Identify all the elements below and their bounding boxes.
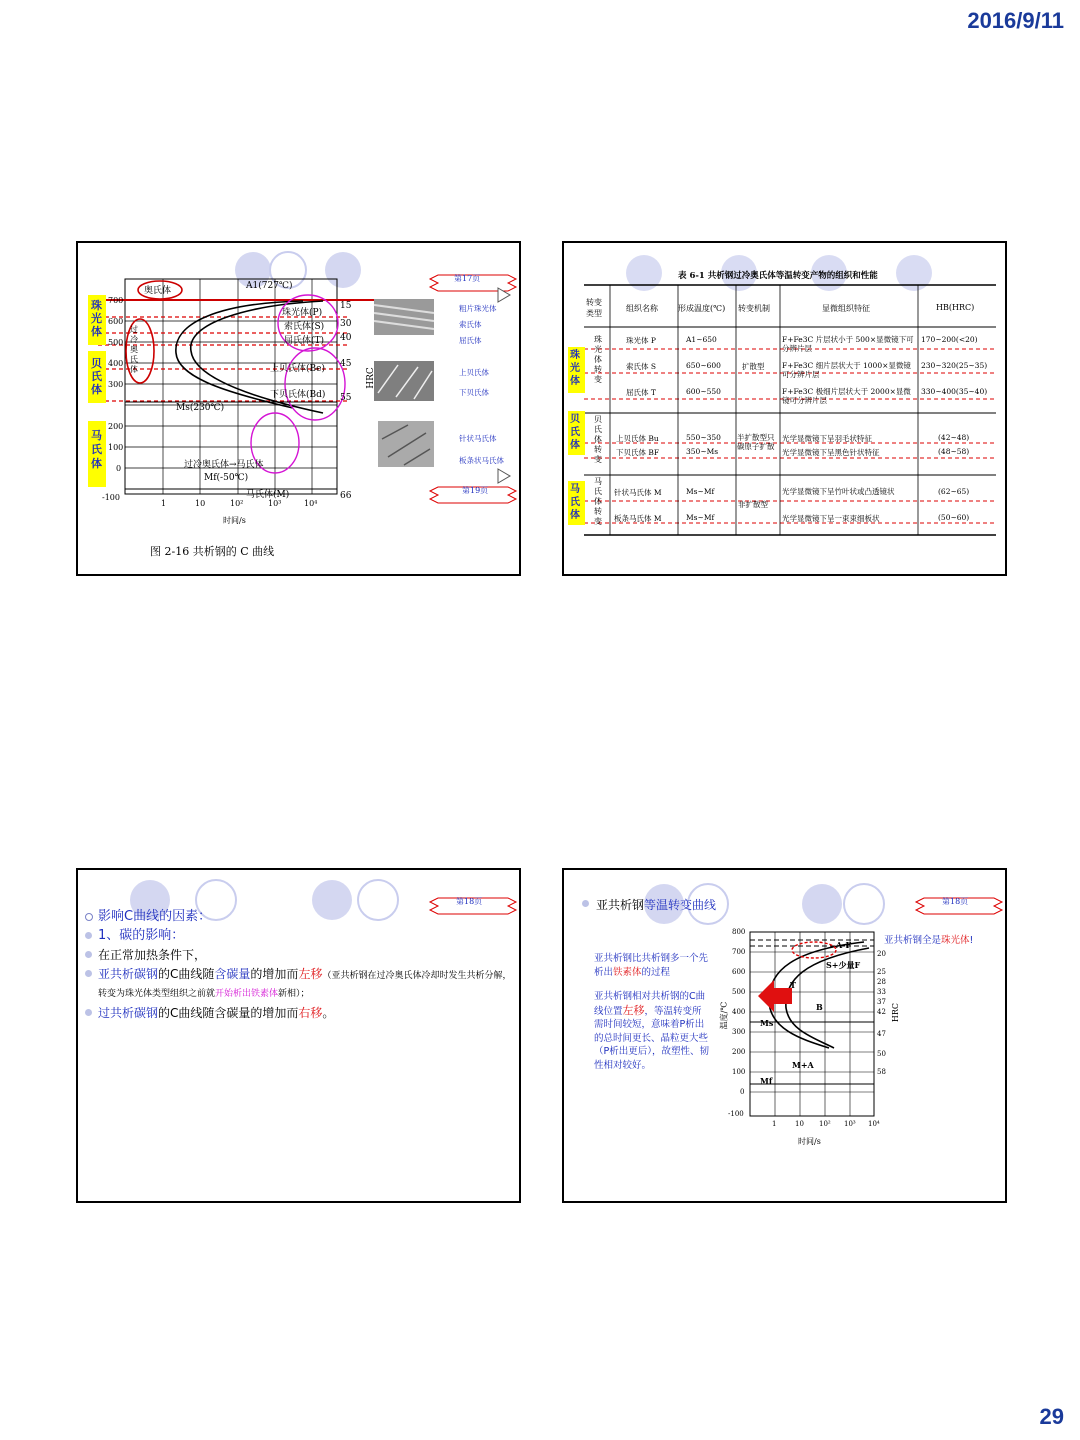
micro-label: 粗片珠光体 xyxy=(459,304,497,313)
y-tick: 0 xyxy=(740,1088,745,1096)
table-header-hb: HB(HRC) xyxy=(936,303,975,312)
hrc-tick: 28 xyxy=(877,978,886,986)
page-number: 29 xyxy=(1039,1404,1064,1429)
hrc-tick: 37 xyxy=(877,998,886,1006)
cell-feature: 光学显微镜下呈羽毛状特征 xyxy=(782,434,872,443)
label-troostite-t: 屈氏体(T) xyxy=(284,336,325,346)
slide-carbon-effect xyxy=(76,868,521,1203)
x-tick: 10⁴ xyxy=(868,1120,880,1128)
y-tick: 500 xyxy=(108,338,124,347)
hrc-tick: 50 xyxy=(877,1050,886,1058)
region-label: M+A xyxy=(792,1060,814,1070)
slide-property-table xyxy=(562,241,1007,576)
cell-feature: 光学显微镜下呈一束束细板状 xyxy=(782,514,880,523)
table-header-feature: 显微组织特征 xyxy=(822,304,870,313)
micro-label: 针状马氏体 xyxy=(459,434,497,443)
label-transform: 过冷奥氏体→马氏体 xyxy=(184,460,264,470)
cell-temp: Ms~Mf xyxy=(686,487,715,496)
badge-page-19[interactable]: 第19页 xyxy=(462,486,489,495)
slide-title: 亚共析钢等温转变曲线 xyxy=(582,896,716,913)
cell-mech: 非扩散型 xyxy=(738,500,768,509)
micro-label: 下贝氏体 xyxy=(459,388,489,397)
label-austenite: 奥氏体 xyxy=(144,286,172,296)
cell-hb: (42~48) xyxy=(938,433,970,442)
micro-label: 索氏体 xyxy=(459,320,482,329)
region-label: S+少量F xyxy=(826,960,861,970)
y-tick: 300 xyxy=(108,380,124,389)
cell-feature: 光学显微镜下呈黑色针状特征 xyxy=(782,448,880,457)
label-sorbite-s: 索氏体(S) xyxy=(284,322,325,332)
side-label-martensite: 马氏体 xyxy=(570,484,580,521)
table-row xyxy=(564,447,1005,461)
x-tick: 1 xyxy=(772,1120,777,1128)
hrc-tick: 66 xyxy=(340,491,352,501)
x-tick: 10³ xyxy=(268,499,282,508)
cell-temp: 600~550 xyxy=(686,387,721,396)
y-tick: 400 xyxy=(732,1008,746,1016)
table-row xyxy=(564,513,1005,527)
y-tick: 200 xyxy=(732,1048,746,1056)
cell-hb: (50~60) xyxy=(938,513,970,522)
cell-hb: 170~200(<20) xyxy=(921,335,978,344)
y-tick: 300 xyxy=(732,1028,746,1036)
bullet-list xyxy=(84,906,514,1024)
side-label-bainite: 贝氏体 xyxy=(570,414,580,451)
x-tick: 10² xyxy=(230,499,244,508)
bullet-hypereutectoid: 过共析碳钢的C曲线随含碳量的增加而右移。 xyxy=(84,1005,514,1021)
side-label-bainite: 贝氏体 xyxy=(91,357,102,396)
side-label-martensite: 马氏体 xyxy=(91,429,102,470)
cell-temp: 550~350 xyxy=(686,433,721,442)
cell-mech: 扩散型 xyxy=(742,362,765,371)
x-axis-label: 时间/s xyxy=(223,516,246,525)
hrc-tick: 42 xyxy=(877,1008,886,1016)
cell-name: 上贝氏体 Bu xyxy=(616,434,659,443)
hrc-tick: 47 xyxy=(877,1030,886,1038)
cell-hb: (48~58) xyxy=(938,447,970,456)
cell-mech: 半扩散型只碳原子扩散 xyxy=(737,433,775,451)
bullet-normal-heating: 在正常加热条件下， xyxy=(84,947,514,963)
table-row xyxy=(564,433,1005,451)
date-stamp: 2016/9/11 xyxy=(967,8,1064,33)
x-tick: 10⁴ xyxy=(304,499,318,508)
label-a1: A1(727℃) xyxy=(246,281,293,291)
cell-hb: 330~400(35~40) xyxy=(921,387,988,396)
note-all-pearlite: 亚共析钢全是珠光体! xyxy=(884,935,974,946)
cell-temp: Ms~Mf xyxy=(686,513,715,522)
badge-page-18[interactable]: 第18页 xyxy=(456,897,483,906)
cell-name: 下贝氏体 BF xyxy=(616,448,660,457)
y-tick: 700 xyxy=(732,948,746,956)
label-ms: Ms(230℃) xyxy=(176,403,225,413)
y-tick: 500 xyxy=(732,988,746,996)
bullet-hypoeutectoid: 亚共析碳钢的C曲线随含碳量的增加而左移（亚共析钢在过冷奥氏体冷却时发生共析分解，转变为珠光体类型组织之前就开始析出铁素体新相）； xyxy=(84,966,514,1002)
group-martensite: 马氏体转变 xyxy=(594,477,602,526)
hrc-tick: 55 xyxy=(340,393,352,403)
cell-name: 屈氏体 T xyxy=(626,388,656,397)
hrc-tick: 30 xyxy=(340,319,352,329)
micro-label: 上贝氏体 xyxy=(459,368,489,377)
note-ferrite-process: 亚共析钢比共析钢多一个先析出铁素体的过程 xyxy=(594,953,709,978)
cell-name: 针状马氏体 M xyxy=(614,488,662,497)
cell-hb: (62~65) xyxy=(938,487,970,496)
region-label: T xyxy=(790,980,796,990)
y-tick: 800 xyxy=(732,928,746,936)
label-martensite-m: 马氏体(M) xyxy=(246,490,290,500)
x-tick: 10³ xyxy=(844,1120,856,1128)
y-tick: 200 xyxy=(108,422,124,431)
group-bainite: 贝氏体转变 xyxy=(594,415,602,464)
y-tick: 600 xyxy=(108,317,124,326)
hrc-tick: 58 xyxy=(877,1068,886,1076)
cell-feature: F+Fe3C 片层状小于 500×显微镜下可分辨片层 xyxy=(782,335,914,353)
label-lower-bainite: 下贝氏体(Bd) xyxy=(270,390,326,400)
hrc-axis-label: HRC xyxy=(891,1002,901,1023)
table-header-temp: 形成温度(℃) xyxy=(678,304,726,313)
region-label: Mf xyxy=(760,1076,773,1086)
slide-c-curve xyxy=(76,241,521,576)
hrc-tick: 25 xyxy=(877,968,886,976)
table-row xyxy=(564,361,1005,379)
label-undercooled: 过冷奥氏体 xyxy=(130,325,138,374)
cell-temp: 350~Ms xyxy=(686,447,719,456)
table-header-name: 组织名称 xyxy=(626,304,658,313)
table-row xyxy=(564,335,1005,353)
y-tick: 600 xyxy=(732,968,746,976)
x-tick: 10 xyxy=(795,1120,804,1128)
cell-temp: A1~650 xyxy=(686,335,717,344)
note-left-shift: 亚共析钢相对共析钢的C曲线位置左移，等温转变所需时间较短，意味着P析出的总时间更长、晶粒更大些（P析出更后），故塑性、韧性相对较好。 xyxy=(594,991,709,1071)
table-header-mech: 转变机制 xyxy=(738,304,770,313)
bullet-factors-heading: 影响C曲线的因素： xyxy=(84,909,514,925)
hrc-tick: 20 xyxy=(877,950,886,958)
hrc-tick: 15 xyxy=(340,301,352,311)
badge-page-17[interactable]: 第17页 xyxy=(454,274,481,283)
y-tick: 700 xyxy=(108,296,124,305)
hrc-tick: 45 xyxy=(340,359,352,369)
cell-feature: F+Fe3C 细片层状大于 1000×显微镜可分辨片层 xyxy=(782,361,911,379)
label-upper-bainite: 上贝氏体(Be) xyxy=(270,364,325,374)
cell-temp: 650~600 xyxy=(686,361,721,370)
slide-hypoeutectoid-curve xyxy=(562,868,1007,1203)
cell-name: 索氏体 S xyxy=(626,362,657,371)
hrc-tick: 40 xyxy=(340,333,352,343)
hrc-tick: 33 xyxy=(877,988,886,996)
label-mf: Mf(-50℃) xyxy=(204,473,249,483)
side-label-pearlite: 珠光体 xyxy=(570,350,580,387)
y-tick: 0 xyxy=(116,464,122,473)
group-pearlite: 珠光体转变 xyxy=(594,335,602,384)
table-title: 表 6-1 共析钢过冷奥氏体等温转变产物的组织和性能 xyxy=(678,271,878,281)
side-label-pearlite: 珠光体 xyxy=(91,299,102,338)
cell-feature: 光学显微镜下呈竹叶状或凸透镜状 xyxy=(782,487,895,496)
hrc-axis-label: HRC xyxy=(365,367,376,389)
y-tick: -100 xyxy=(728,1110,744,1118)
x-tick: 10 xyxy=(195,499,206,508)
micro-label: 板条状马氏体 xyxy=(459,456,504,465)
y-tick: -100 xyxy=(102,493,120,502)
region-label: B xyxy=(816,1002,823,1012)
x-axis-label: 时间/s xyxy=(798,1137,821,1146)
y-tick: 400 xyxy=(108,359,124,368)
micro-label: 屈氏体 xyxy=(459,336,482,345)
x-tick: 1 xyxy=(161,499,167,508)
y-tick: 100 xyxy=(108,443,124,452)
table-row xyxy=(564,387,1005,405)
badge-page-18[interactable]: 第18页 xyxy=(942,897,969,906)
y-tick: 100 xyxy=(732,1068,746,1076)
y-axis-label: 温度/℃ xyxy=(719,1001,729,1030)
table-row xyxy=(564,487,1005,509)
cell-hb: 230~320(25~35) xyxy=(921,361,988,370)
bullet-carbon-effect: 1、碳的影响： xyxy=(84,928,514,944)
cell-name: 板条马氏体 M xyxy=(614,514,662,523)
table-header-type: 转变类型 xyxy=(586,298,602,318)
cell-name: 珠光体 P xyxy=(626,336,656,345)
x-tick: 10² xyxy=(819,1120,831,1128)
region-label: Ms xyxy=(760,1018,774,1028)
label-pearlite-p: 珠光体(P) xyxy=(282,308,323,318)
region-label: A-F xyxy=(836,940,852,950)
cell-feature: F+Fe3C 极细片层状大于 2000×显微镜可分辨片层 xyxy=(782,387,911,405)
figure-caption: 图 2-16 共析钢的 C 曲线 xyxy=(150,545,275,558)
